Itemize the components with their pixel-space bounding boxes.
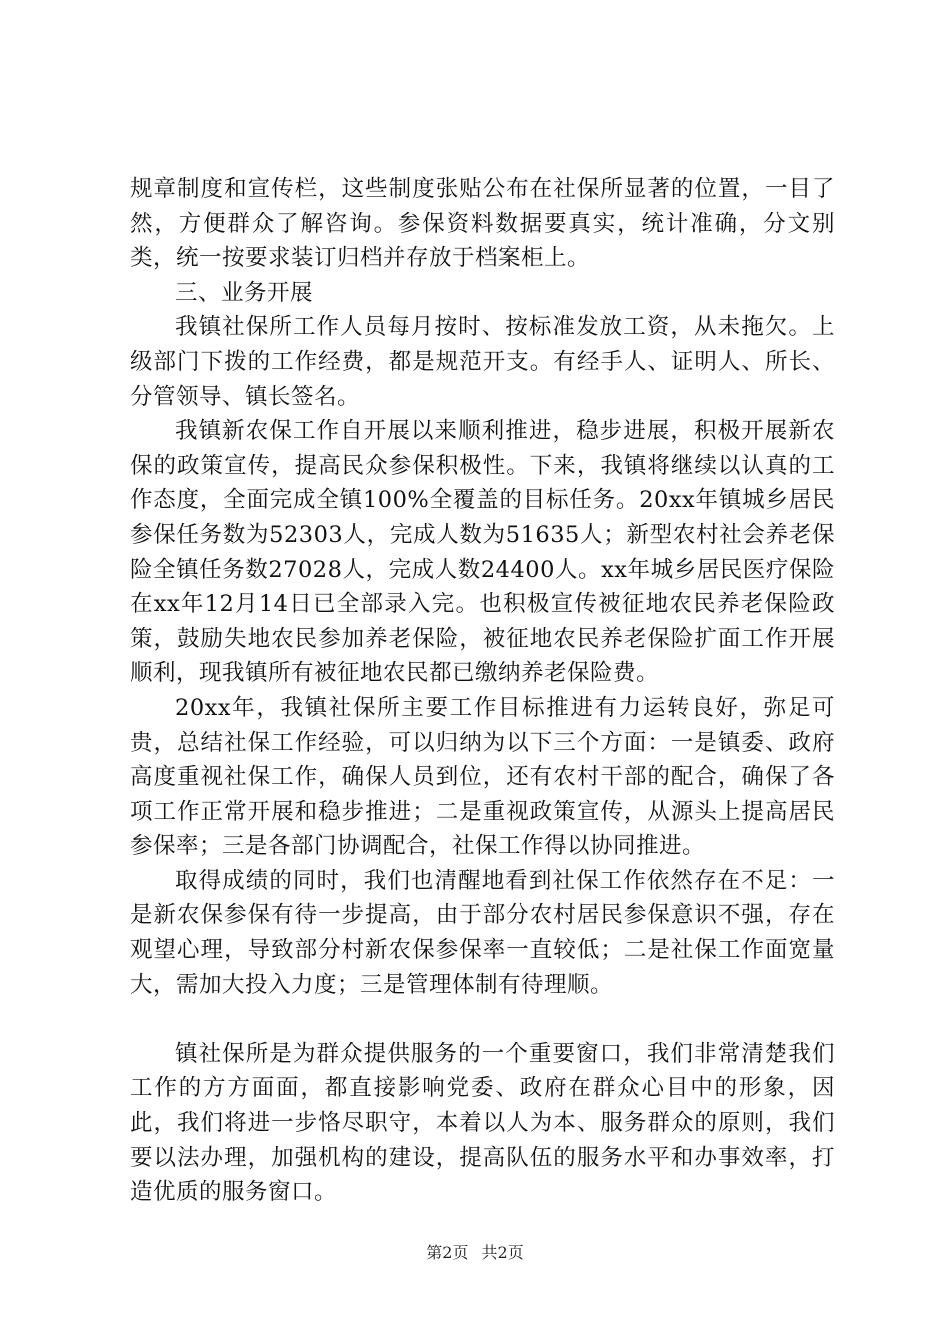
- paragraph-new-rural-insurance: 我镇新农保工作自开展以来顺利推进，稳步进展，积极开展新农保的政策宣传，提高民众参保积极性。下来，我镇将继续以认真的工作态度，全面完成全镇100%全覆盖的目标任务。20xx年镇城乡居民参保任务数为52303人，完成人数为51635人；新型农村社会养老保险全镇任务数27028人，完成人数24400人。xx年城乡居民医疗保险在xx年12月14日已全部录入完。也积极宣传被征地农民养老保险政策，鼓励失地农民参加养老保险，被征地农民养老保险扩面工作开展顺利，现我镇所有被征地农民都已缴纳养老保险费。: [130, 418, 835, 687]
- paragraph-gap: [130, 1002, 835, 1037]
- paragraph-summary: 20xx年，我镇社保所主要工作目标推进有力运转良好，弥足可贵，总结社保工作经验，可以归纳为以下三个方面：一是镇委、政府高度重视社保工作，确保人员到位，还有农村干部的配合，确保了各项工作正常开展和稳步推进；二是重视政策宣传，从源头上提高居民参保率；三是各部门协调配合，社保工作得以协同推进。: [130, 694, 835, 860]
- paragraph-service-window: 镇社保所是为群众提供服务的一个重要窗口，我们非常清楚我们工作的方方面面，都直接影响党委、政府在群众心目中的形象，因此，我们将进一步恪尽职守，本着以人为本、服务群众的原则，我们要以法办理，加强机构的建设，提高队伍的服务水平和办事效率，打造优质的服务窗口。: [130, 1040, 835, 1206]
- page-footer: [0, 1243, 950, 1263]
- paragraph-salary: 我镇社保所工作人员每月按时、按标准发放工资，从未拖欠。上级部门下拨的工作经费，都是规范开支。有经手人、证明人、所长、分管领导、镇长签名。: [130, 314, 835, 410]
- section-heading-business: 三、业务开展: [175, 279, 314, 306]
- paragraph-regulations: 规章制度和宣传栏，这些制度张贴公布在社保所显著的位置，一目了然，方便群众了解咨询。参保资料数据要真实，统计准确，分文别类，统一按要求装订归档并存放于档案柜上。: [130, 176, 835, 272]
- page-number-current: 第2页: [426, 1243, 469, 1262]
- page-number-total: 共2页: [481, 1243, 524, 1262]
- document-body: [130, 172, 835, 1210]
- paragraph-shortcomings: 取得成绩的同时，我们也清醒地看到社保工作依然存在不足：一是新农保参保有待一步提高，由于部分农村居民参保意识不强，存在观望心理，导致部分村新农保参保率一直较低；二是社保工作面宽量大，需加大投入力度；三是管理体制有待理顺。: [130, 867, 835, 998]
